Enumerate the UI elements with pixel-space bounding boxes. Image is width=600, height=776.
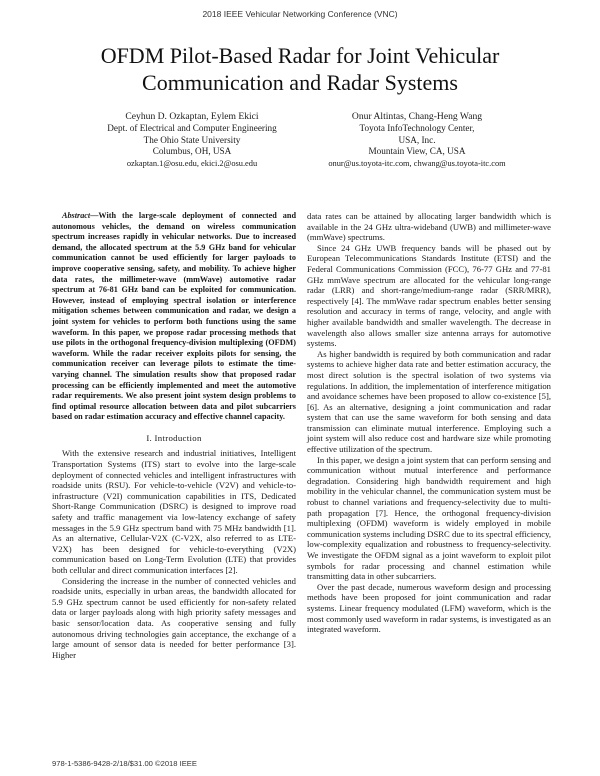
title-line-1: OFDM Pilot-Based Radar for Joint Vehicular [100, 43, 500, 68]
left-column [52, 211, 296, 660]
author-dept: Toyota InfoTechnology Center, [359, 123, 475, 134]
abstract [52, 211, 296, 423]
author-org: The Ohio State University [143, 134, 241, 145]
abstract-label: Abstract [62, 211, 91, 220]
author-names: Ceyhun D. Ozkaptan, Eylem Ekici [125, 111, 259, 122]
paragraph: Considering the increase in the number of connected vehicles and roadside units, especially in urban areas, the bandwidth allocated for 5.9 GHz spectrum cannot be used efficiently for non-safety related data or larger payloads along with high priority safety messages and basic sensor/location data. As cooperative sensing and fully autonomous driving technologies gain acceptance, the exchange of a large amount of sensor data is needed for better performance [3]. Higher [52, 575, 296, 660]
paper-title [40, 42, 560, 96]
author-location: Mountain View, CA, USA [368, 146, 466, 157]
paragraph: In this paper, we design a joint system that can perform sensing and communication without mutual interference and performance degradation. Considering high bandwidth requirement and high mobility in the vehicular channel, the communication system must be robust to channel variations and frequency-selectivity due to multi-path propagation [7]. Hence, the orthogonal frequency-division multiplexing (OFDM) waveform is widely employed in mobile communication systems including DSRC due to its spectral efficiency, low-complexity equalization and robustness to frequency-selectivity. We investigate the OFDM signal as a joint waveform to exploit pilot symbols for radar processing and channel estimation while transmitting data in other subcarriers. [307, 454, 551, 582]
conference-header: 2018 IEEE Vehicular Networking Conference (VNC) [202, 9, 398, 19]
author-location: Columbus, OH, USA [152, 146, 232, 157]
author-org: USA, Inc. [398, 134, 436, 145]
author-dept: Dept. of Electrical and Computer Engineering [107, 123, 277, 134]
title-line-2: Communication and Radar Systems [142, 70, 458, 95]
paragraph: With the extensive research and industrial initiatives, Intelligent Transportation Systems (ITS) start to evolve into the large-scale deployment of connected vehicles and intelligent infrastructures with roadside units (RSU). For vehicle-to-vehicle (V2V) and vehicle-to-infrastructure (V2I) communication capabilities in ITS, Dedicated Short-Range Communication (DSRC) is designed to improve road safety and traffic management via low-latency exchange of safety messages in the 5.9 GHz spectrum band with 75 MHz bandwidth [1]. As an alternative, Cellular-V2X (C-V2X, also referred to as LTE-V2X) has been designed for vehicle-to-everything (V2X) communication based on Long-Term Evolution (LTE) that provides both cellular and direct communication interfaces [2]. [52, 448, 296, 575]
author-names: Onur Altintas, Chang-Heng Wang [351, 111, 483, 122]
paragraph: As higher bandwidth is required by both communication and radar systems to achieve higher data rate and better estimation accuracy, the most direct solution is the spectral isolation of two systems via regulations. In addition, the implementation of interference mitigation and avoidance schemes have been proposed to allow co-existence [5], [6]. As an alternative, designing a joint communication and radar system that can use the same waveform for both sensing and data transmission can eliminate mutual interference. Employing such a joint system will also reduce cost and hardware size while promoting effective utilization of the spectrum. [307, 348, 551, 455]
paragraph: data rates can be attained by allocating larger bandwidth which is available in the 24 GHz ultra-wideband (UWB) and millimeter-wave (mmWave) spectrums. [307, 211, 551, 243]
paragraph: Since 24 GHz UWB frequency bands will be phased out by European Telecommunications Standards Institute (ETSI) and the Federal Communications Commission (FCC), 76-77 GHz and 77-81 GHz mmWave spectrum are allocated for the vehicular long-range radar (LRR) and short-range/medium-range radar (SRR/MRR), respectively [4]. The mmWave radar spectrum enables better sensing resolution and accuracy in terms of range, velocity, and angle with higher available bandwidth and smaller wavelength. The decrease in wavelength also allows smaller size antenna arrays for automotive systems. [307, 242, 551, 349]
abstract-text: —With the large-scale deployment of connected and autonomous vehicles, the demand on wireless communication spectrum increases rapidly in vehicular networks. Due to increased demand, the allocated spectrum at the 5.9 GHz band for vehicular communication cannot be used efficiently for larger payloads to improve cooperative sensing, safety, and mobility. To achieve higher data rates, the millimeter-wave (mmWave) automotive radar spectrum at 76-81 GHz band can be exploited for communication. However, instead of employing spectral isolation or interference mitigation schemes between communication and radar, we design a joint system for vehicles to perform both functions using the same waveform. In this paper, we propose radar processing methods that use pilots in the orthogonal frequency-division multiplexing (OFDM) waveform. While the radar receiver exploits pilots for sensing, the communication receiver can leverage pilots to estimate the time-varying channel. The simulation results show that proposed radar processing can be efficiently implemented and meet the automotive radar requirements. We also present joint system design problems to find optimal resource allocation between data and pilot subcarriers based on radar estimation accuracy and effective channel capacity. [52, 211, 296, 422]
author-block-1 [72, 111, 312, 169]
copyright-footer: 978-1-5386-9428-2/18/$31.00 ©2018 IEEE [52, 759, 197, 768]
paragraph: Over the past decade, numerous waveform design and processing methods have been proposed for joint communication and radar systems. Linear frequency modulated (LFM) waveform, which is the most commonly used waveform in radar systems, is investigated as an integrated waveform. [307, 581, 551, 635]
right-column [307, 211, 551, 635]
section-heading: I. Introduction [146, 432, 202, 443]
author-email: ozkaptan.1@osu.edu, ekici.2@osu.edu [126, 158, 258, 168]
author-block-2 [292, 111, 542, 169]
author-email: onur@us.toyota-itc.com, chwang@us.toyota-itc.com [328, 158, 506, 168]
